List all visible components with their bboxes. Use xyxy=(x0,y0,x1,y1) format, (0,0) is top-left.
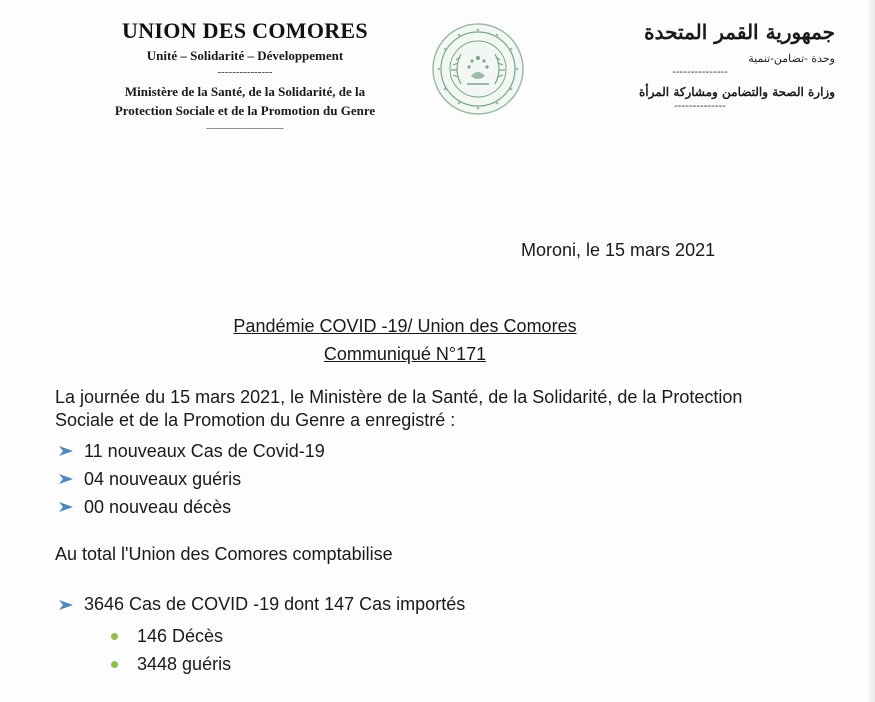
list-item xyxy=(58,465,325,493)
separator: --------------- xyxy=(672,65,728,78)
new-cases: 11 nouveaux Cas de Covid-19 xyxy=(84,440,325,461)
country-name: UNION DES COMORES xyxy=(122,18,368,43)
intro-paragraph: La journée du 15 mars 2021, le Ministère de la Santé, de la Solidarité, de la Protection Sociale et de la Promotion du Genre a enregistré : xyxy=(55,387,743,430)
total-cases: 3646 Cas de COVID -19 dont 147 Cas importés xyxy=(84,594,466,614)
ministry-name xyxy=(60,82,430,120)
arrow-bullet-icon xyxy=(58,473,74,485)
header-left xyxy=(60,18,430,134)
communique-number: Communiqué N°171 xyxy=(323,344,487,364)
list-item xyxy=(111,622,231,650)
dot-bullet-icon xyxy=(111,661,118,668)
header-right xyxy=(565,20,835,111)
page-edge xyxy=(867,0,875,702)
total-deaths: 146 Décès xyxy=(137,625,224,646)
daily-stats-list xyxy=(58,437,325,521)
national-emblem-icon xyxy=(431,22,525,116)
country-name-arabic: جمهورية القمر المتحدة xyxy=(644,20,835,44)
separator: -------------- xyxy=(673,99,727,112)
arrow-bullet-icon xyxy=(58,599,74,611)
title-line-1: Pandémie COVID -19/ Union des Comores xyxy=(233,316,577,336)
list-item xyxy=(58,437,325,465)
list-item xyxy=(111,650,231,678)
separator: --------------- xyxy=(217,66,273,78)
ministry-name-arabic: وزارة الصحة والتضامن ومشاركة المرأة xyxy=(638,85,835,99)
new-deaths: 00 nouveau décès xyxy=(84,496,232,517)
new-recoveries: 04 nouveaux guéris xyxy=(84,468,242,489)
total-cases-item xyxy=(58,594,465,615)
national-motto-arabic: وحدة -تضامن-تنمية xyxy=(748,52,835,65)
total-intro: Au total l'Union des Comores comptabilise xyxy=(55,544,393,564)
national-motto: Unité – Solidarité – Développement xyxy=(146,48,344,63)
document-title xyxy=(150,312,660,368)
total-recoveries: 3448 guéris xyxy=(137,653,232,674)
total-breakdown-list xyxy=(111,622,231,678)
document-date: Moroni, le 15 mars 2021 xyxy=(521,240,716,260)
dot-bullet-icon xyxy=(111,633,118,640)
ministry-line-2: Protection Sociale et de la Promotion du Genre xyxy=(114,103,376,118)
arrow-bullet-icon xyxy=(58,501,74,513)
ministry-line-1: Ministère de la Santé, de la Solidarité, de la xyxy=(124,84,366,99)
list-item xyxy=(58,493,325,521)
arrow-bullet-icon xyxy=(58,445,74,457)
separator: ——————— xyxy=(206,122,284,134)
